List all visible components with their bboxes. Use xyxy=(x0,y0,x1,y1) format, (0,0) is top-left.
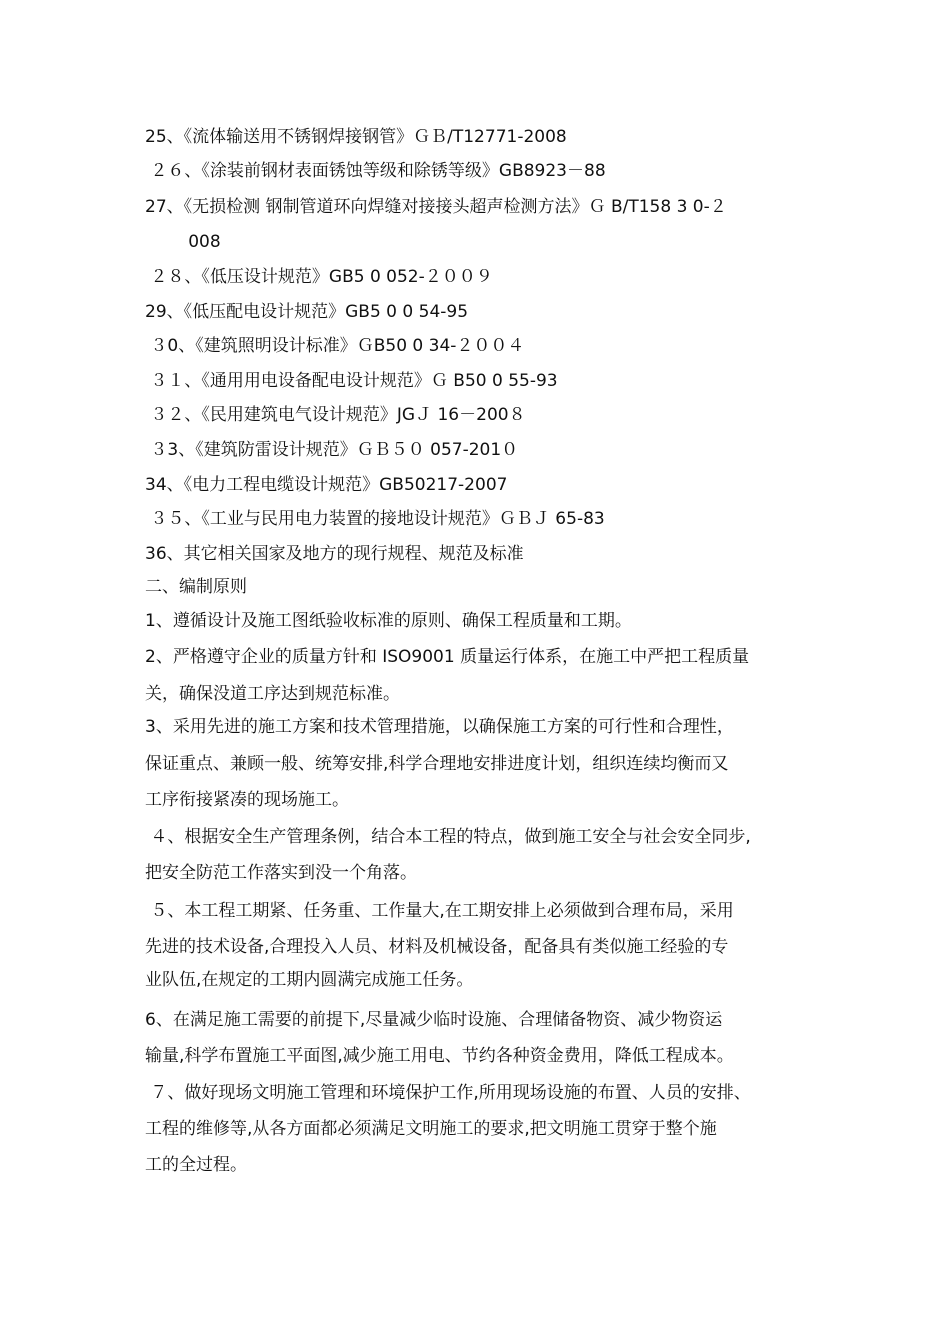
text-line: 27、《无损检测 钢制管道环向焊缝对接接头超声检测方法》Ｇ B/T158 3 0-２ xyxy=(145,197,727,217)
text-line: 6、在满足施工需要的前提下,尽量减少临时设施、合理储备物资、减少物资运 xyxy=(145,1010,723,1030)
text-line: 保证重点、兼顾一般、统筹安排,科学合理地安排进度计划，组织连续均衡而又 xyxy=(145,754,729,774)
text-line: 3、采用先进的施工方案和技术管理措施，以确保施工方案的可行性和合理性， xyxy=(145,717,734,737)
section-heading: 二、编制原则 xyxy=(145,577,247,597)
text-line: 25、《流体输送用不锈钢焊接钢管》ＧＢ/T12771-2008 xyxy=(145,127,567,147)
text-line: 业队伍,在规定的工期内圆满完成施工任务。 xyxy=(145,970,474,990)
text-line: 36、其它相关国家及地方的现行规程、规范及标准 xyxy=(145,544,524,564)
text-line: ２８、《低压设计规范》GB5 0 052-２００９ xyxy=(145,267,493,287)
text-line: ２６、《涂装前钢材表面锈蚀等级和除锈等级》GB8923－88 xyxy=(145,161,606,181)
text-line: 把安全防范工作落实到没一个角落。 xyxy=(145,863,417,883)
text-line: ３0、《建筑照明设计标准》ＧB50 0 34-２００４ xyxy=(145,336,525,356)
text-line: ３５、《工业与民用电力装置的接地设计规范》ＧＢＪ 65-83 xyxy=(145,509,605,529)
text-line: ３２、《民用建筑电气设计规范》JGＪ 16－200８ xyxy=(145,405,526,425)
text-line: 关，确保没道工序达到规范标准。 xyxy=(145,684,400,704)
text-line: 1、遵循设计及施工图纸验收标准的原则、确保工程质量和工期。 xyxy=(145,611,632,631)
text-line: ３3、《建筑防雷设计规范》ＧＢ５０ 057-201０ xyxy=(145,440,519,460)
text-line: ４、根据安全生产管理条例，结合本工程的特点，做到施工安全与社会安全同步, xyxy=(145,827,751,847)
text-line: 2、严格遵守企业的质量方针和 ISO9001 质量运行体系，在施工中严把工程质量 xyxy=(145,647,750,667)
text-line: ５、本工程工期紧、任务重、工作量大,在工期安排上必须做到合理布局，采用 xyxy=(145,901,734,921)
text-line: 先进的技术设备,合理投入人员、材料及机械设备，配备具有类似施工经验的专 xyxy=(145,937,729,957)
text-line: 工序衔接紧凑的现场施工。 xyxy=(145,790,349,810)
text-line: ３１、《通用用电设备配电设计规范》Ｇ B50 0 55-93 xyxy=(145,371,558,391)
text-line: 工程的维修等,从各方面都必须满足文明施工的要求,把文明施工贯穿于整个施 xyxy=(145,1119,717,1139)
text-line: 29、《低压配电设计规范》GB5 0 0 54-95 xyxy=(145,302,469,322)
text-line: ７、做好现场文明施工管理和环境保护工作,所用现场设施的布置、人员的安排、 xyxy=(145,1083,751,1103)
text-line: 008 xyxy=(145,232,221,252)
text-line: 输量,科学布置施工平面图,减少施工用电、节约各种资金费用，降低工程成本。 xyxy=(145,1046,734,1066)
text-line: 工的全过程。 xyxy=(145,1155,247,1175)
text-line: 34、《电力工程电缆设计规范》GB50217-2007 xyxy=(145,475,508,495)
